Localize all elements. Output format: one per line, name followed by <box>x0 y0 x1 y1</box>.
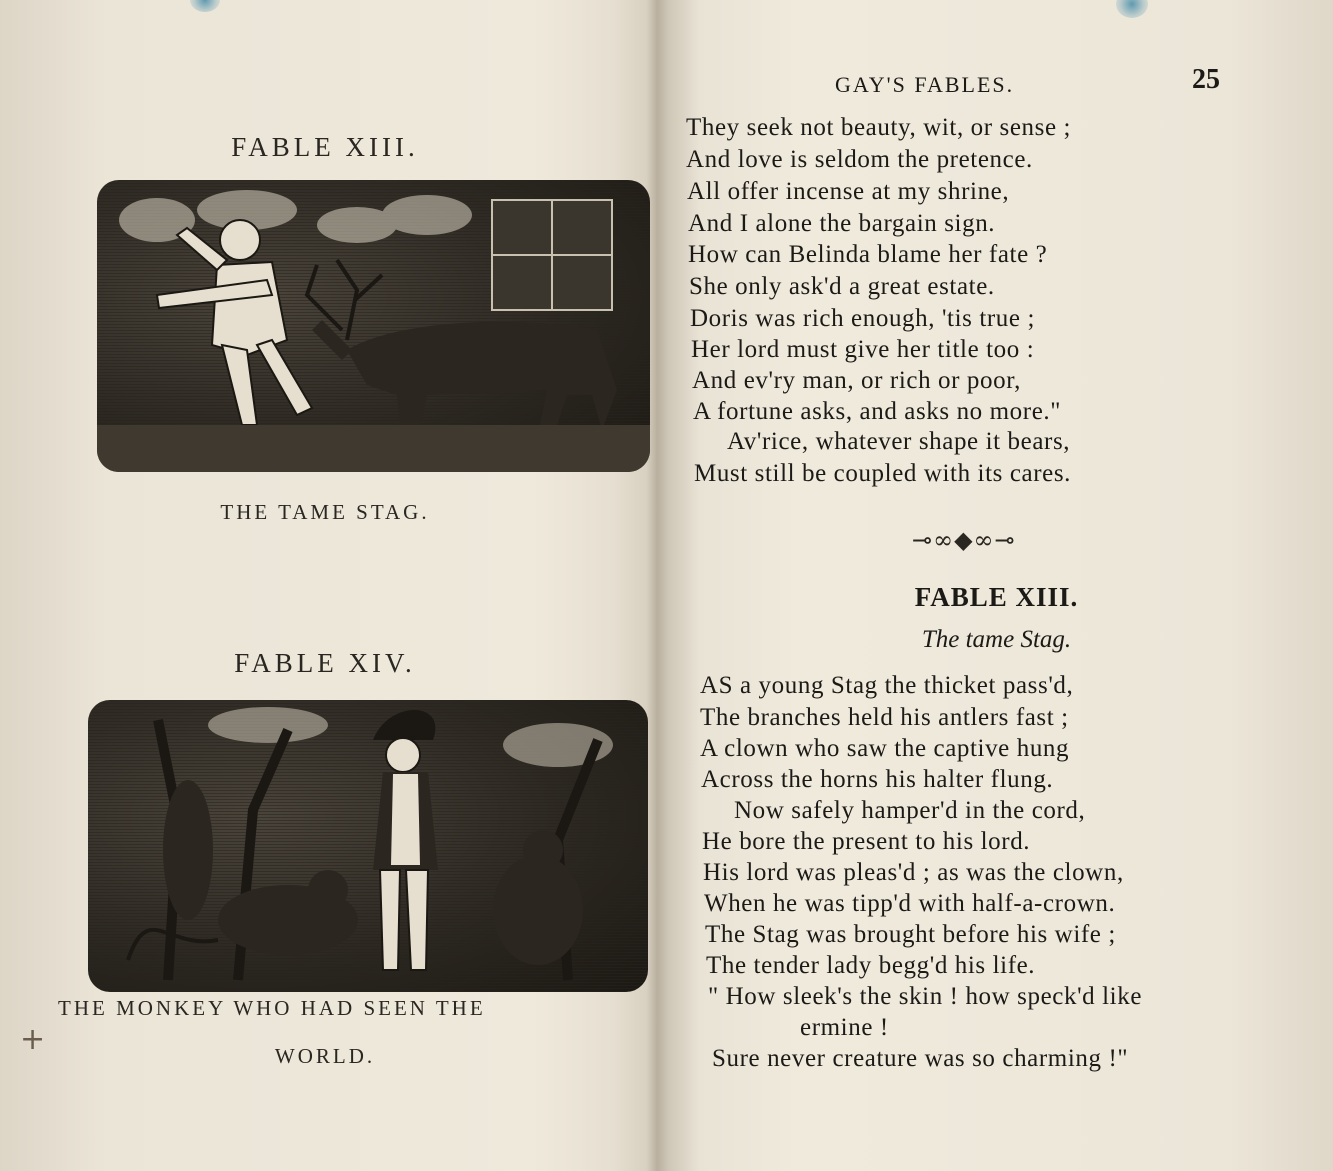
fable-xiv-caption-line1: THE MONKEY WHO HAD SEEN THE <box>58 996 486 1020</box>
verse-line: She only ask'd a great estate. <box>689 273 995 300</box>
woodcut-tame-stag <box>97 180 650 472</box>
verse-line: Must still be coupled with its cares. <box>694 460 1072 487</box>
fable-line: Sure never creature was so charming !" <box>712 1045 1129 1072</box>
fable-xiii-caption: THE TAME STAG. <box>220 500 430 524</box>
fable-line: When he was tipp'd with half-a-crown. <box>704 890 1116 917</box>
fable-line: A clown who saw the captive hung <box>700 735 1070 762</box>
fable-line: " How sleek's the skin ! how speck'd like <box>708 983 1143 1010</box>
fable-title: FABLE XIII. <box>914 582 1079 612</box>
left-page <box>0 0 650 1171</box>
fable-line: Across the horns his halter flung. <box>701 766 1054 793</box>
fable-line: The Stag was brought before his wife ; <box>705 921 1116 948</box>
right-page <box>660 0 1333 1171</box>
verse-line: They seek not beauty, wit, or sense ; <box>686 114 1072 141</box>
ornamental-divider: ⊸∞◆∞⊸ <box>912 526 1016 554</box>
fable-xiii-heading: FABLE XIII. <box>231 132 419 162</box>
fable-line: ermine ! <box>800 1014 889 1041</box>
fable-line: Now safely hamper'd in the cord, <box>734 797 1086 824</box>
fable-line: The tender lady begg'd his life. <box>706 952 1036 979</box>
fable-line: His lord was pleas'd ; as was the clown, <box>703 859 1124 886</box>
page-number: 25 <box>1192 64 1220 95</box>
verse-line: And ev'ry man, or rich or poor, <box>692 367 1021 394</box>
fable-line: AS a young Stag the thicket pass'd, <box>700 672 1074 699</box>
fable-line: He bore the present to his lord. <box>702 828 1031 855</box>
verse-line: Av'rice, whatever shape it bears, <box>727 428 1071 455</box>
verse-line: And I alone the bargain sign. <box>688 210 996 237</box>
fable-xiv-caption-line2: WORLD. <box>274 1044 376 1068</box>
verse-line: A fortune asks, and asks no more." <box>693 398 1062 425</box>
pencil-mark: + <box>20 1022 46 1057</box>
verse-line: Her lord must give her title too : <box>691 336 1035 363</box>
verse-line: And love is seldom the pretence. <box>686 146 1033 173</box>
fable-subtitle: The tame Stag. <box>921 626 1072 653</box>
monkey-illustration <box>88 700 648 992</box>
verse-line: How can Belinda blame her fate ? <box>688 241 1048 268</box>
woodcut-monkey-who-had-seen-the-world <box>88 700 648 992</box>
fable-xiv-heading: FABLE XIV. <box>234 648 416 678</box>
fable-line: The branches held his antlers fast ; <box>700 704 1069 731</box>
running-head: GAY'S FABLES. <box>835 72 1015 97</box>
verse-line: Doris was rich enough, 'tis true ; <box>690 305 1035 332</box>
tame-stag-illustration <box>97 180 650 472</box>
verse-line: All offer incense at my shrine, <box>687 178 1010 205</box>
